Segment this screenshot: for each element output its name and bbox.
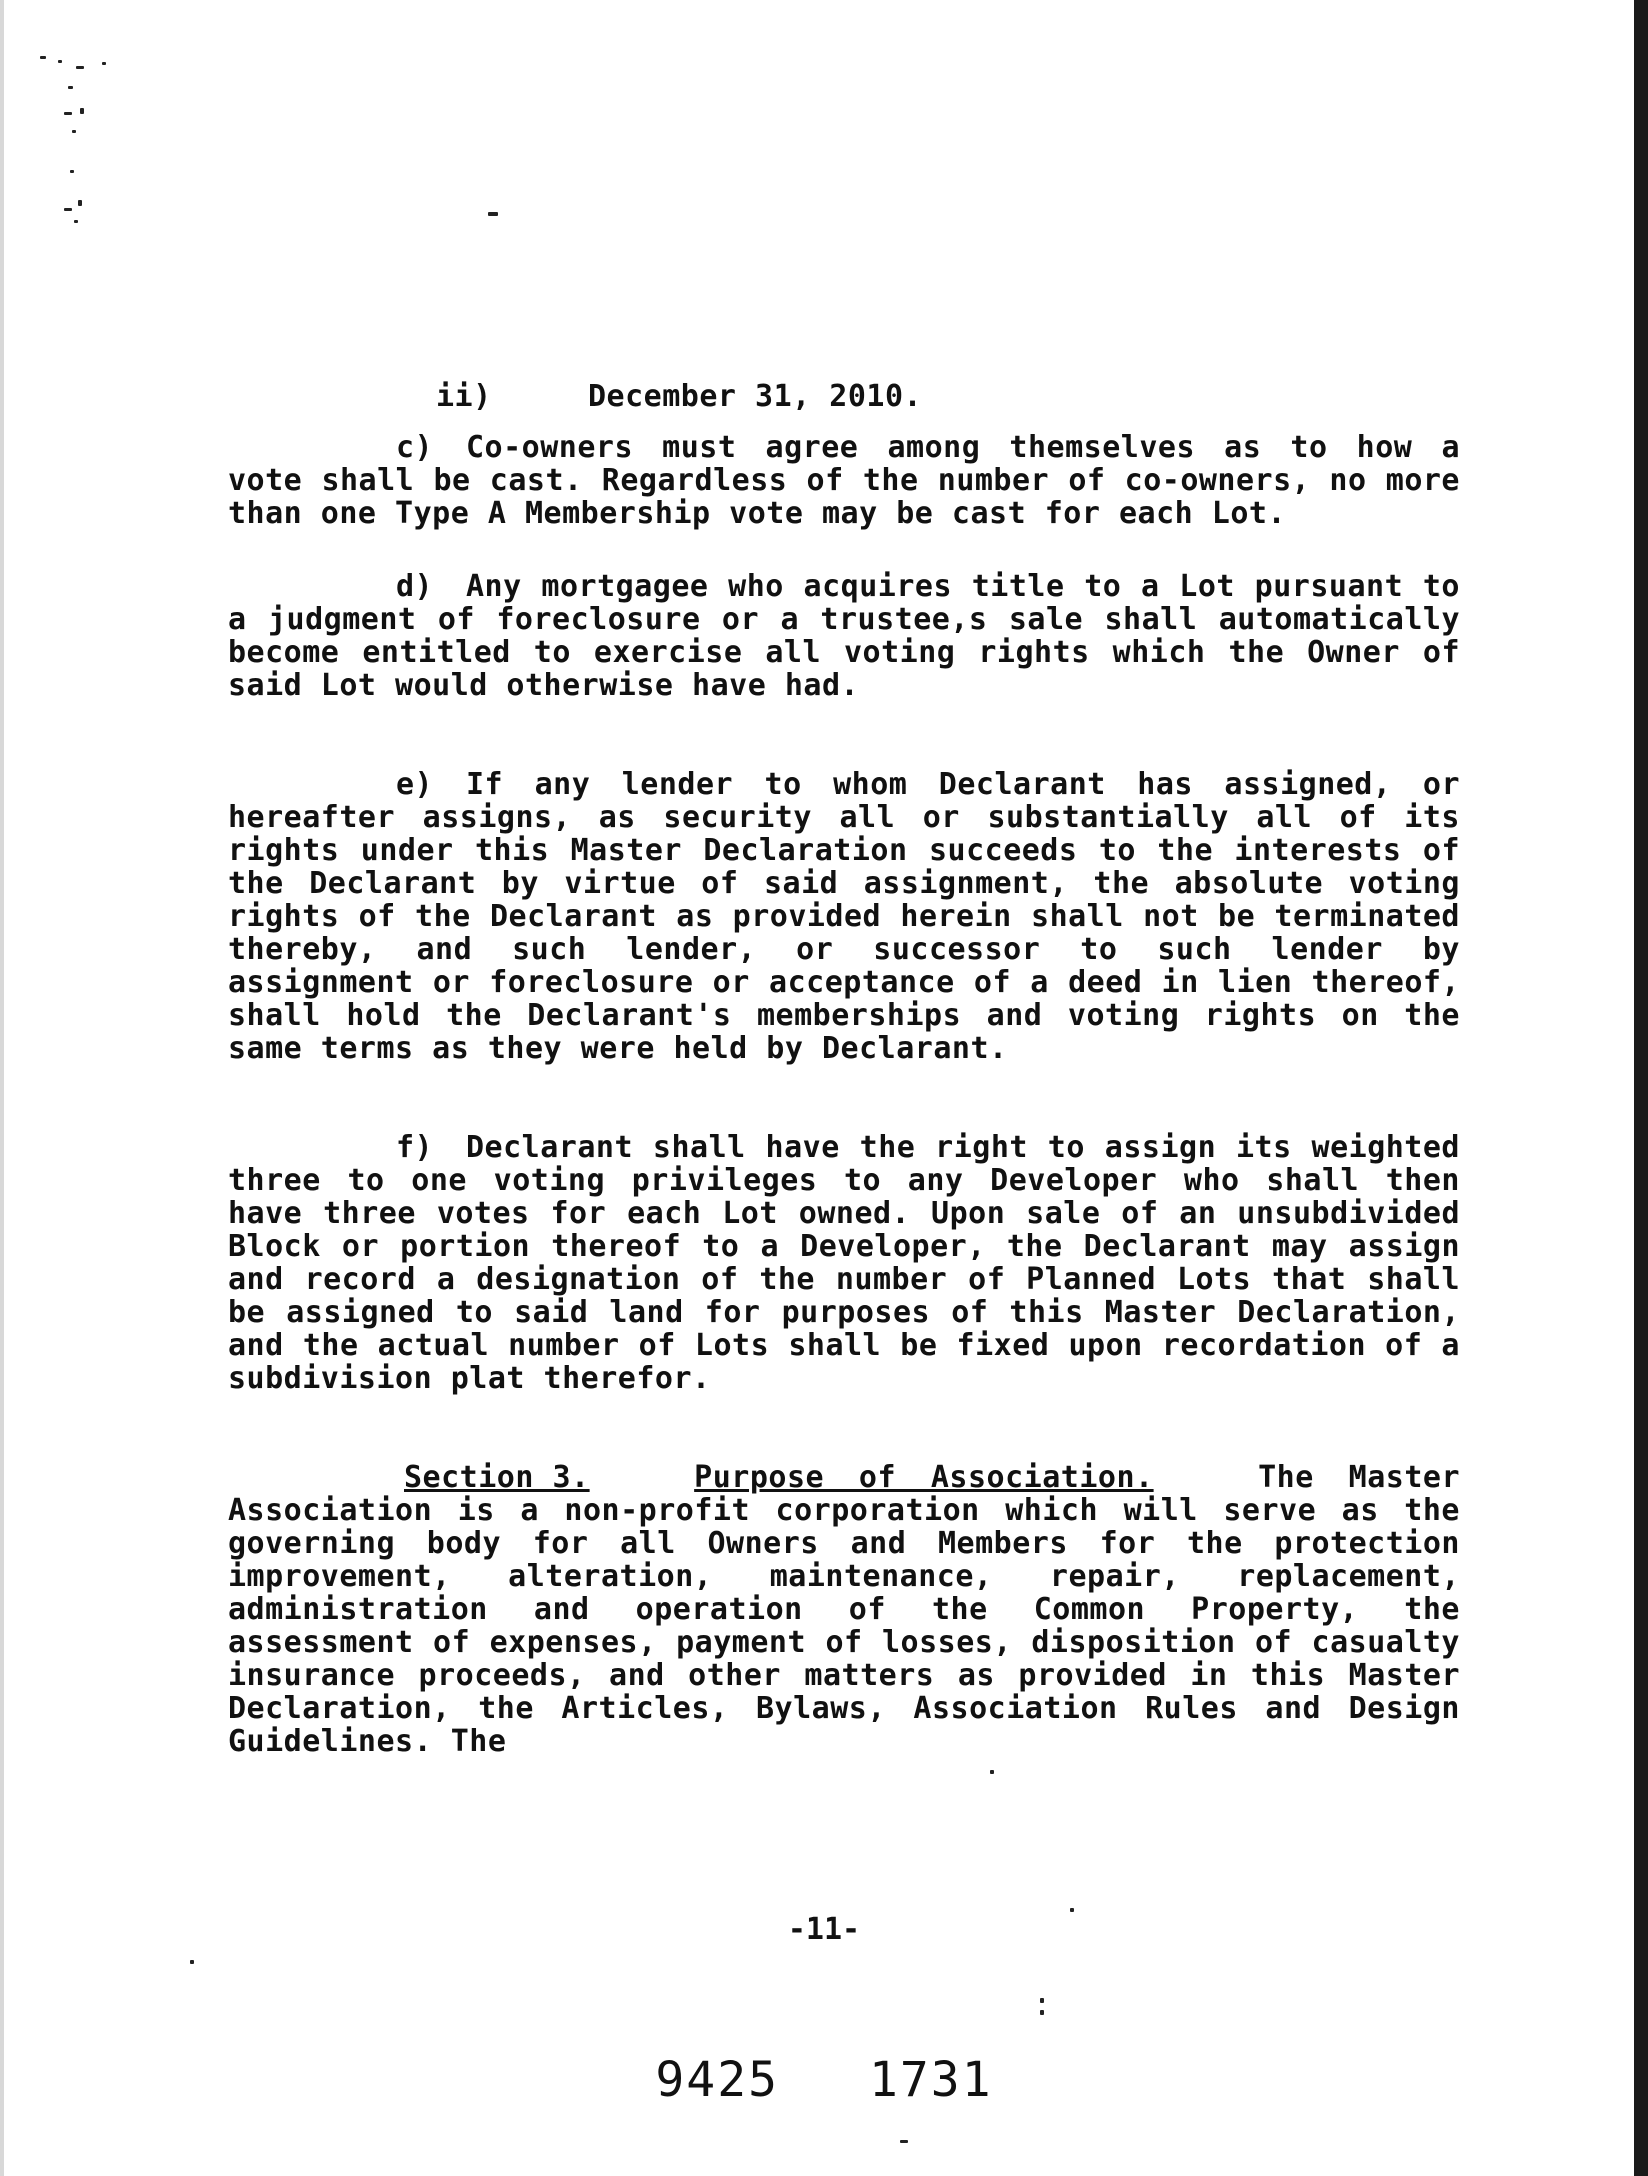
scan-edge-right [1634,0,1648,2176]
scan-speck [72,130,76,133]
stamp-page-number: 1731 [869,2052,993,2108]
scan-speck [70,170,74,173]
section-3 [228,1461,1460,1758]
page-number: -11- [787,1912,861,1947]
paragraph-e [228,768,1460,1065]
scan-speck [64,112,72,115]
section-text: The Master Association is a non-profit corporation which will serve as the governing body for all Owners and Members for the protection improvement, alteration, maintenance, repair, replacement, administration and operation of the Common Property, the assessment of expenses, payment of losses, disposition of casualty insurance proceeds, and other matters as provided in this Master Declaration, the Articles, Bylaws, Association Rules and Design Guidelines. The [228,1460,1461,1759]
paragraph-d-text: Any mortgagee who acquires title to a Lot pursuant to a judgment of foreclosure or a trustee,s sale shall automatically become entitled to exercise all voting rights which the Owner of said Lot would otherwise have had. [228,569,1460,703]
paragraph-f-label: f) [396,1130,434,1165]
paragraph-e-label: e) [396,767,434,802]
item-ii-label: ii) [436,379,492,414]
scan-speck [76,66,84,69]
paragraph-f-text: Declarant shall have the right to assign its weighted three to one voting privileges to any Developer who shall then have three votes for each Lot owned. Upon sale of an unsubdivided Block or portion thereof to a Developer, the Declarant may assign and record a designation of the number of Planned Lots that shall be assigned to said land for purposes of this Master Declaration, and the actual number of Lots shall be fixed upon recordation of a subdivision plat therefor. [228,1130,1460,1396]
scan-speck [1040,1998,1044,2003]
scan-speck [990,1770,994,1774]
scan-edge-left [0,0,4,2176]
scan-speck [1040,2010,1044,2015]
item-ii-text: December 31, 2010. [588,379,923,414]
scan-speck [900,2140,908,2143]
paragraph-c [228,431,1460,530]
paragraph-d-label: d) [396,569,434,604]
section-title: Purpose of Association. [694,1460,1154,1495]
scan-speck [64,208,72,211]
scan-speck [58,60,62,63]
scan-speck [488,212,498,216]
item-ii [228,380,1460,413]
scan-speck [102,62,106,65]
scan-speck [74,220,78,223]
paragraph-d [228,570,1460,702]
scan-speck [40,56,46,59]
stamp-book-number: 9425 [655,2052,779,2108]
document-body [228,380,1460,1758]
scan-speck [190,1960,194,1964]
paragraph-c-label: c) [396,430,434,465]
paragraph-c-text: Co-owners must agree among themselves as to how a vote shall be cast. Regardless of the number of co-owners, no more than one Type A Membership vote may be cast for each Lot. [228,430,1460,531]
paragraph-f [228,1131,1460,1395]
scan-speck [80,108,84,114]
scan-speck [78,200,82,206]
scan-speck [68,86,73,89]
paragraph-e-text: If any lender to whom Declarant has assigned, or hereafter assigns, as security all or substantially all of its rights under this Master Declaration succeeds to the interests of the Declarant by virtue of said assignment, the absolute voting rights of the Declarant as provided herein shall not be terminated thereby, and such lender, or successor to such lender by assignment or foreclosure or acceptance of a deed in lien thereof, shall hold the Declarant's memberships and voting rights on the same terms as they were held by Declarant. [228,767,1460,1066]
section-number: Section 3. [404,1460,590,1495]
recording-stamp [0,2052,1648,2108]
